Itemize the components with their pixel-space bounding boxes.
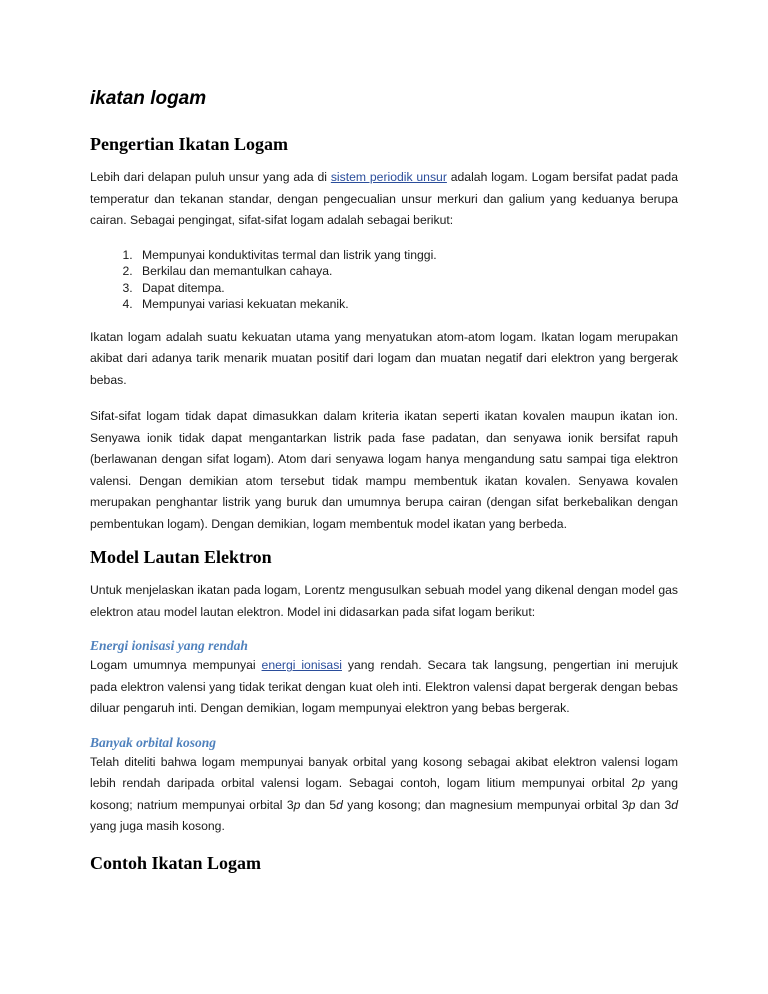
paragraph-energi-ionisasi: [90, 655, 678, 720]
paragraph-lorentz: Untuk menjelaskan ikatan pada logam, Lorentz mengusulkan sebuah model yang dikenal dengan model gas elektron atau model lautan elektron. Model ini didasarkan pada sifat logam berikut:: [90, 583, 678, 619]
orbital-letter: d: [336, 797, 343, 812]
orbital-letter: p: [293, 797, 301, 812]
list-item: 4. Mempunyai variasi kekuatan mekanik.: [136, 296, 678, 313]
paragraph-ikatan-logam: Ikatan logam adalah suatu kekuatan utama yang menyatukan atom-atom logam. Ikatan logam merupakan akibat dari adanya tarik menarik muatan positif dari logam dan muatan negatif dari elektron yang bergerak bebas.: [90, 329, 678, 387]
text-segment: yang rendah. Secara tak langsung, pengertian ini merujuk pada elektron valensi yang tidak terikat dengan kuat oleh inti. Elektron valensi dapat bergerak dengan bebas diluar pengaruh inti. Dengan demikian, logam mempunyai elektron yang bebas bergerak.: [90, 658, 678, 716]
link-sistem-periodik-unsur[interactable]: sistem periodik unsur: [330, 170, 447, 184]
paragraph-banyak-orbital: [90, 752, 678, 838]
section-heading-pengertian: Pengertian Ikatan Logam: [90, 134, 288, 154]
text-segment: adalah logam. Logam bersifat padat pada temperatur dan tekanan standar, dengan pengecualian unsur merkuri dan galium yang keduanya berupa cairan. Sebagai pengingat, sifat-sifat logam adalah sebagai berikut:: [90, 170, 678, 227]
properties-list: [90, 247, 678, 313]
text-segment: Logam umumnya mempunyai: [90, 658, 262, 673]
link-energi-ionisasi[interactable]: energi ionisasi: [261, 658, 342, 673]
text-segment: dan 5: [300, 797, 337, 812]
list-item: 1. Mempunyai konduktivitas termal dan listrik yang tinggi.: [136, 247, 678, 264]
paragraph-sifat-sifat: Sifat-sifat logam tidak dapat dimasukkan dalam kriteria ikatan seperti ikatan kovalen maupun ikatan ion. Senyawa ionik tidak dapat mengantarkan listrik pada fase padatan, dan senyawa ionik bersifat rapuh (berlawanan dengan sifat logam). Atom dari senyawa logam hanya mengandung satu sampai tiga elektron valensi. Dengan demikian atom tersebut tidak mampu membentuk ikatan kovalen. Senyawa kovalen merupakan penghantar listrik yang buruk dan umumnya berupa cairan (dengan sifat berkebalikan dengan pembentukan logam). Dengan demikian, logam membentuk model ikatan yang berbeda.: [90, 409, 678, 531]
orbital-letter: p: [628, 797, 636, 812]
text-segment: yang kosong; dan magnesium mempunyai orbital 3: [342, 797, 629, 812]
orbital-letter: d: [671, 797, 679, 812]
subheading-banyak-orbital: Banyak orbital kosong: [90, 734, 217, 750]
text-segment: yang kosong; natrium mempunyai orbital 3: [90, 776, 678, 812]
text-segment: Telah diteliti bahwa logam mempunyai banyak orbital yang kosong sebagai akibat elektron valensi logam lebih rendah daripada orbital valensi logam. Sebagai contoh, logam litium mempunyai orbital 2: [90, 754, 678, 791]
document-title: ikatan logam: [90, 88, 207, 109]
section-heading-contoh: Contoh Ikatan Logam: [90, 852, 262, 873]
text-segment: Lebih dari delapan puluh unsur yang ada di: [90, 170, 331, 184]
list-item: 3. Dapat ditempa.: [136, 280, 678, 297]
orbital-letter: p: [638, 776, 645, 791]
section-heading-model-lautan: Model Lautan Elektron: [90, 547, 272, 568]
paragraph-intro: [90, 167, 678, 232]
text-segment: yang juga masih kosong.: [90, 819, 225, 834]
list-item: 2. Berkilau dan memantulkan cahaya.: [136, 263, 678, 280]
text-segment: dan 3: [635, 797, 672, 812]
subheading-energi-ionisasi: Energi ionisasi yang rendah: [90, 638, 248, 654]
